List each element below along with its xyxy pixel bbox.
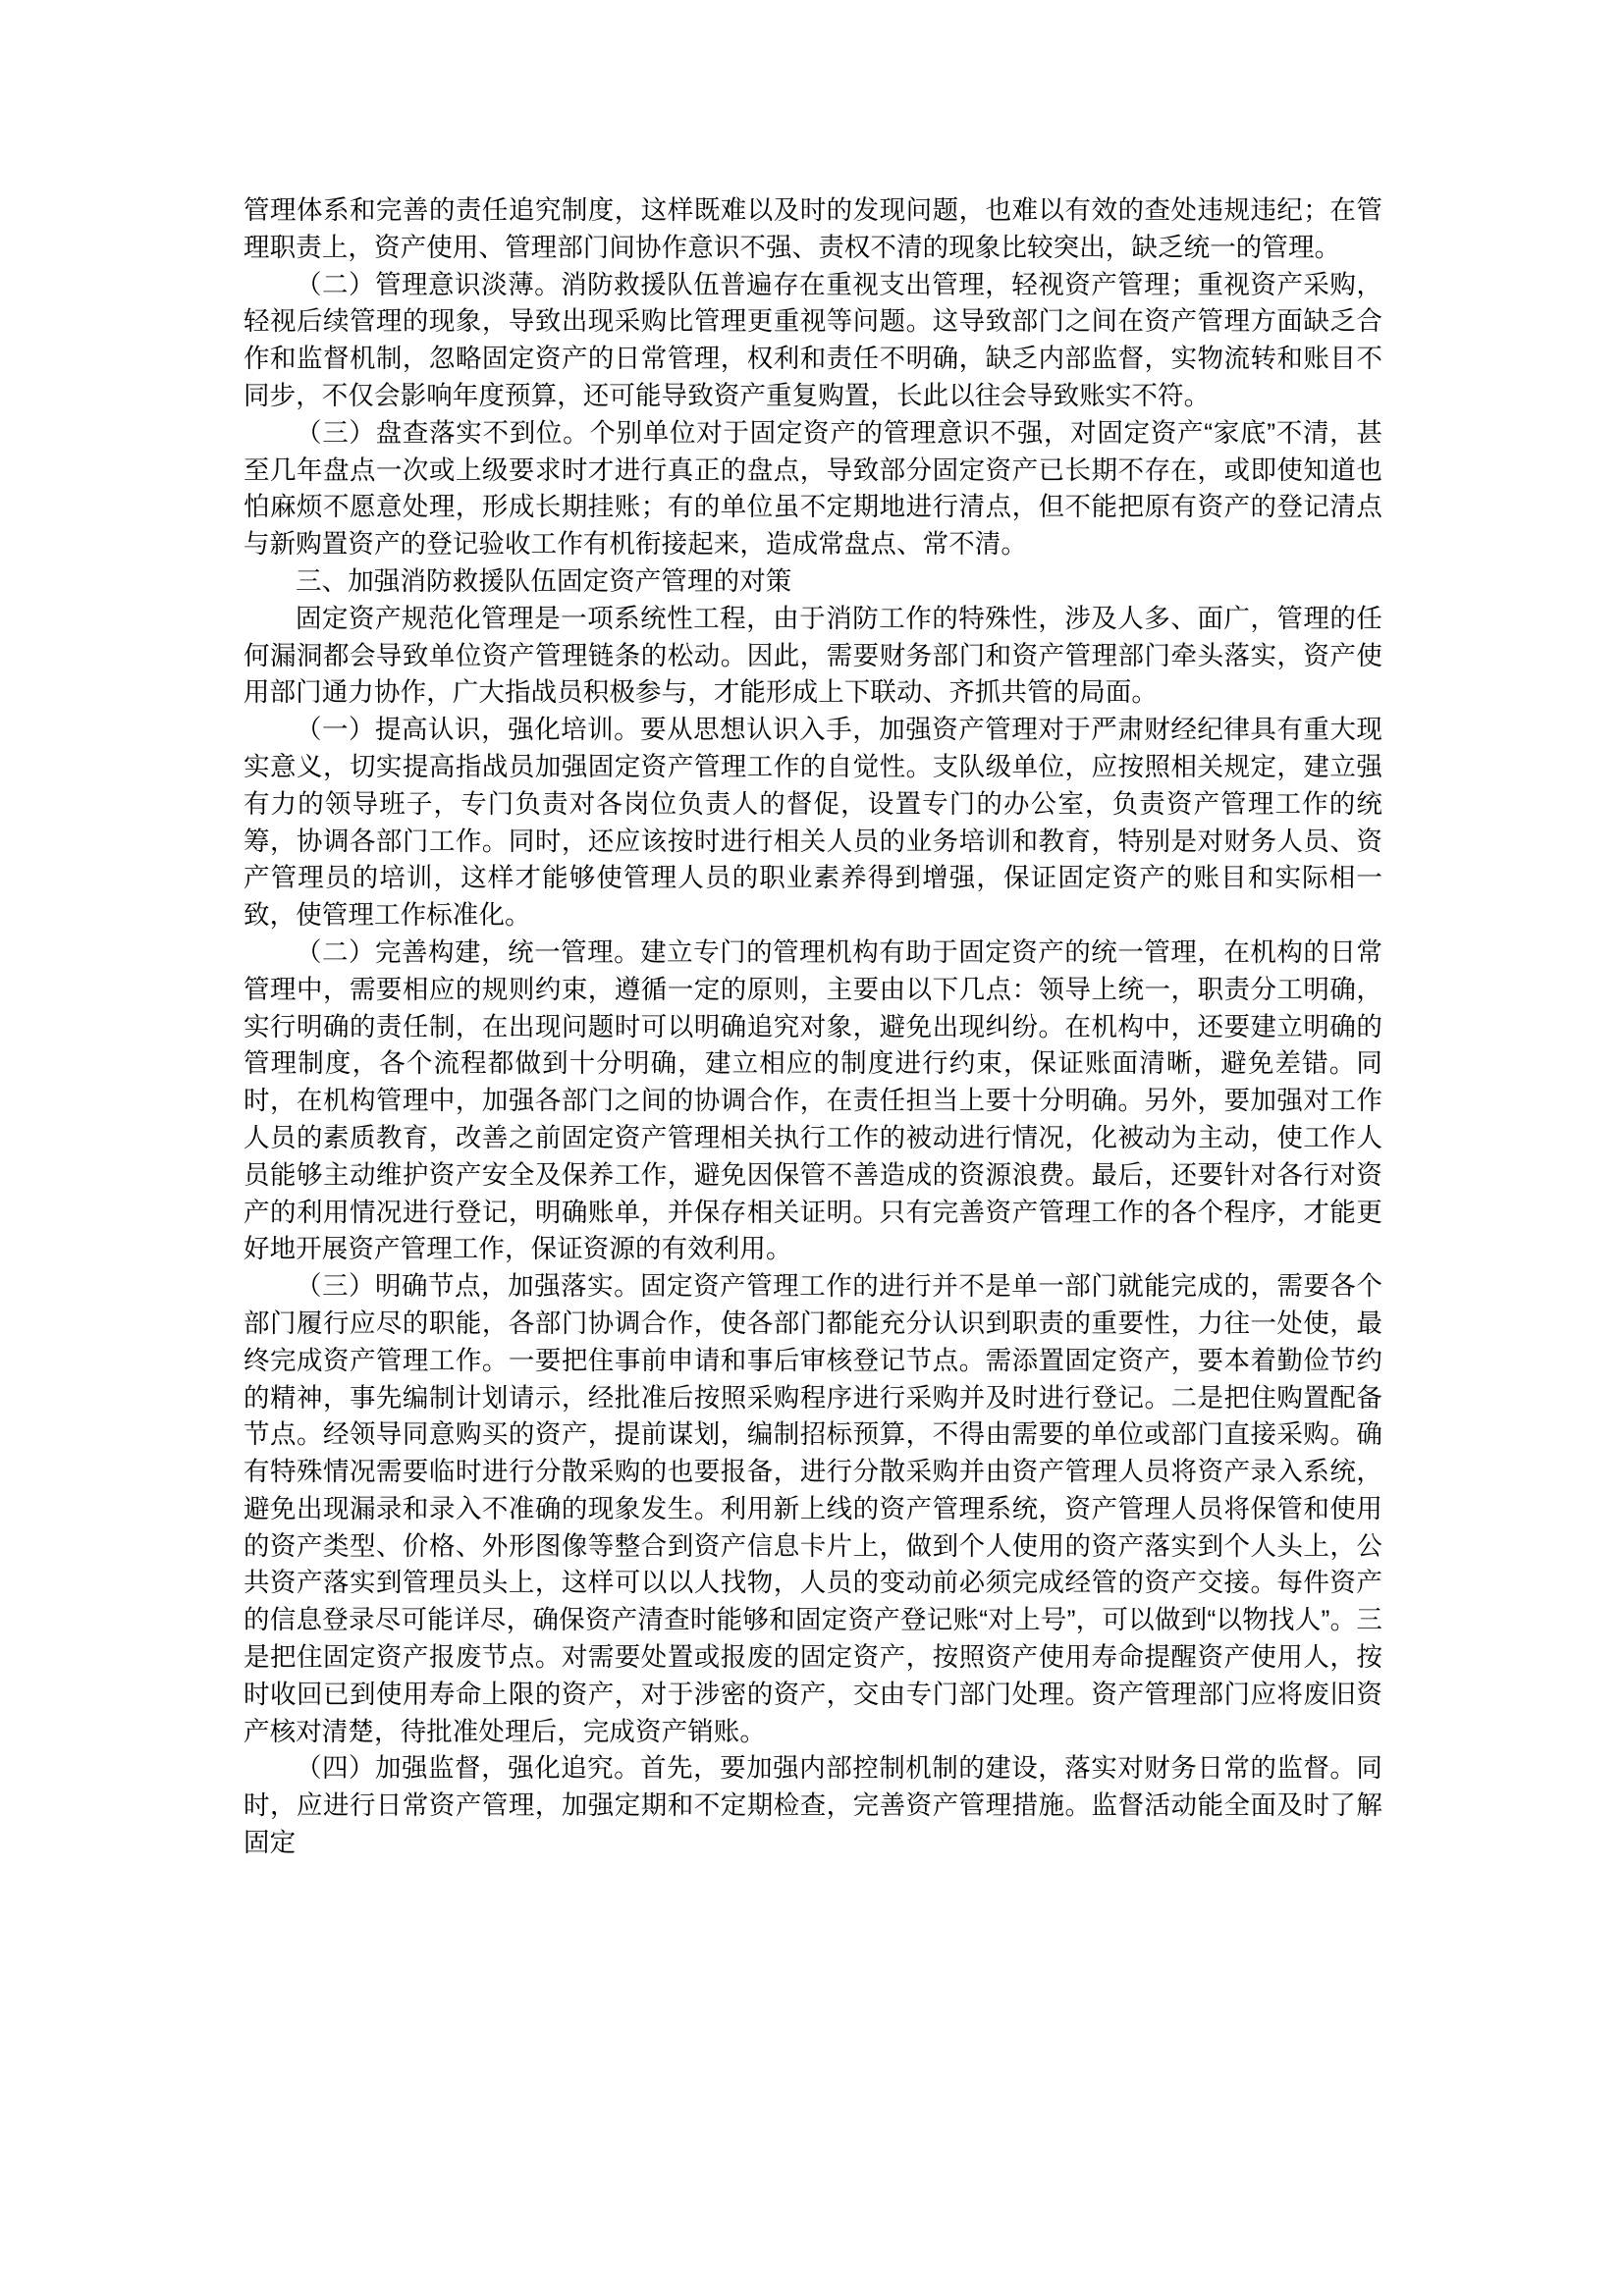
- paragraph-section-3-item-3: （三）明确节点，加强落实。固定资产管理工作的进行并不是单一部门就能完成的，需要各个部门履行应尽的职能，各部门协调合作，使各部门都能充分认识到职责的重要性，力往一处使，最终完成资产管理工作。一要把住事前申请和事后审核登记节点。需添置固定资产，要本着勤俭节约的精神，事先编制计划请示，经批准后按照采购程序进行采购并及时进行登记。二是把住购置配备节点。经领导同意购买的资产，提前谋划，编制招标预算，不得由需要的单位或部门直接采购。确有特殊情况需要临时进行分散采购的也要报备，进行分散采购并由资产管理人员将资产录入系统，避免出现漏录和录入不准确的现象发生。利用新上线的资产管理系统，资产管理人员将保管和使用的资产类型、价格、外形图像等整合到资产信息卡片上，做到个人使用的资产落实到个人头上，公共资产落实到管理员头上，这样可以以人找物，人员的变动前必须完成经管的资产交接。每件资产的信息登录尽可能详尽，确保资产清查时能够和固定资产登记账“对上号”，可以做到“以物找人”。三是把住固定资产报废节点。对需要处置或报废的固定资产，按照资产使用寿命提醒资产使用人，按时收回已到使用寿命上限的资产，对于涉密的资产，交由专门部门处理。资产管理部门应将废旧资产核对清楚，待批准处理后，完成资产销账。: [244, 1271, 1382, 1746]
- paragraph-section-3-intro: 固定资产规范化管理是一项系统性工程，由于消防工作的特殊性，涉及人多、面广，管理的任何漏洞都会导致单位资产管理链条的松动。因此，需要财务部门和资产管理部门牵头落实，资产使用部门通力协作，广大指战员积极参与，才能形成上下联动、齐抓共管的局面。: [244, 603, 1382, 708]
- paragraph-section-3-item-1: （一）提高认识，强化培训。要从思想认识入手，加强资产管理对于严肃财经纪律具有重大现实意义，切实提高指战员加强固定资产管理工作的自觉性。支队级单位，应按照相关规定，建立强有力的领导班子，专门负责对各岗位负责人的督促，设置专门的办公室，负责资产管理工作的统筹，协调各部门工作。同时，还应该按时进行相关人员的业务培训和教育，特别是对财务人员、资产管理员的培训，这样才能够使管理人员的职业素养得到增强，保证固定资产的账目和实际相一致，使管理工作标准化。: [244, 715, 1382, 931]
- heading-section-3: 三、加强消防救援队伍固定资产管理的对策: [296, 565, 792, 596]
- document-text-body: [244, 192, 1382, 1862]
- paragraph-section-3-item-2: （二）完善构建，统一管理。建立专门的管理机构有助于固定资产的统一管理，在机构的日常管理中，需要相应的规则约束，遵循一定的原则，主要由以下几点：领导上统一，职责分工明确，实行明确的责任制，在出现问题时可以明确追究对象，避免出现纠纷。在机构中，还要建立明确的管理制度，各个流程都做到十分明确，建立相应的制度进行约束，保证账面清晰，避免差错。同时，在机构管理中，加强各部门之间的协调合作，在责任担当上要十分明确。另外，要加强对工作人员的素质教育，改善之前固定资产管理相关执行工作的被动进行情况，化被动为主动，使工作人员能够主动维护资产安全及保养工作，避免因保管不善造成的资源浪费。最后，还要针对各行对资产的利用情况进行登记，明确账单，并保存相关证明。只有完善资产管理工作的各个程序，才能更好地开展资产管理工作，保证资源的有效利用。: [244, 936, 1382, 1264]
- paragraph-section-2-item-2: （二）管理意识淡薄。消防救援队伍普遍存在重视支出管理，轻视资产管理；重视资产采购，轻视后续管理的现象，导致出现采购比管理更重视等问题。这导致部门之间在资产管理方面缺乏合作和监督机制，忽略固定资产的日常管理，权利和责任不明确，缺乏内部监督，实物流转和账目不同步，不仅会影响年度预算，还可能导致资产重复购置，长此以往会导致账实不符。: [244, 269, 1382, 410]
- paragraph-section-2-item-3: （三）盘查落实不到位。个别单位对于固定资产的管理意识不强，对固定资产“家底”不清，甚至几年盘点一次或上级要求时才进行真正的盘点，导致部分固定资产已长期不存在，或即使知道也怕麻烦不愿意处理，形成长期挂账；有的单位虽不定期地进行清点，但不能把原有资产的登记清点与新购置资产的登记验收工作有机衔接起来，造成常盘点、常不清。: [244, 417, 1382, 560]
- paragraph-continued: 管理体系和完善的责任追究制度，这样既难以及时的发现问题，也难以有效的查处违规违纪；在管理职责上，资产使用、管理部门间协作意识不强、责权不清的现象比较突出，缺乏统一的管理。: [244, 195, 1382, 262]
- paragraph-section-3-item-4: （四）加强监督，强化追究。首先，要加强内部控制机制的建设，落实对财务日常的监督。同时，应进行日常资产管理，加强定期和不定期检查，完善资产管理措施。监督活动能全面及时了解固定: [244, 1753, 1382, 1858]
